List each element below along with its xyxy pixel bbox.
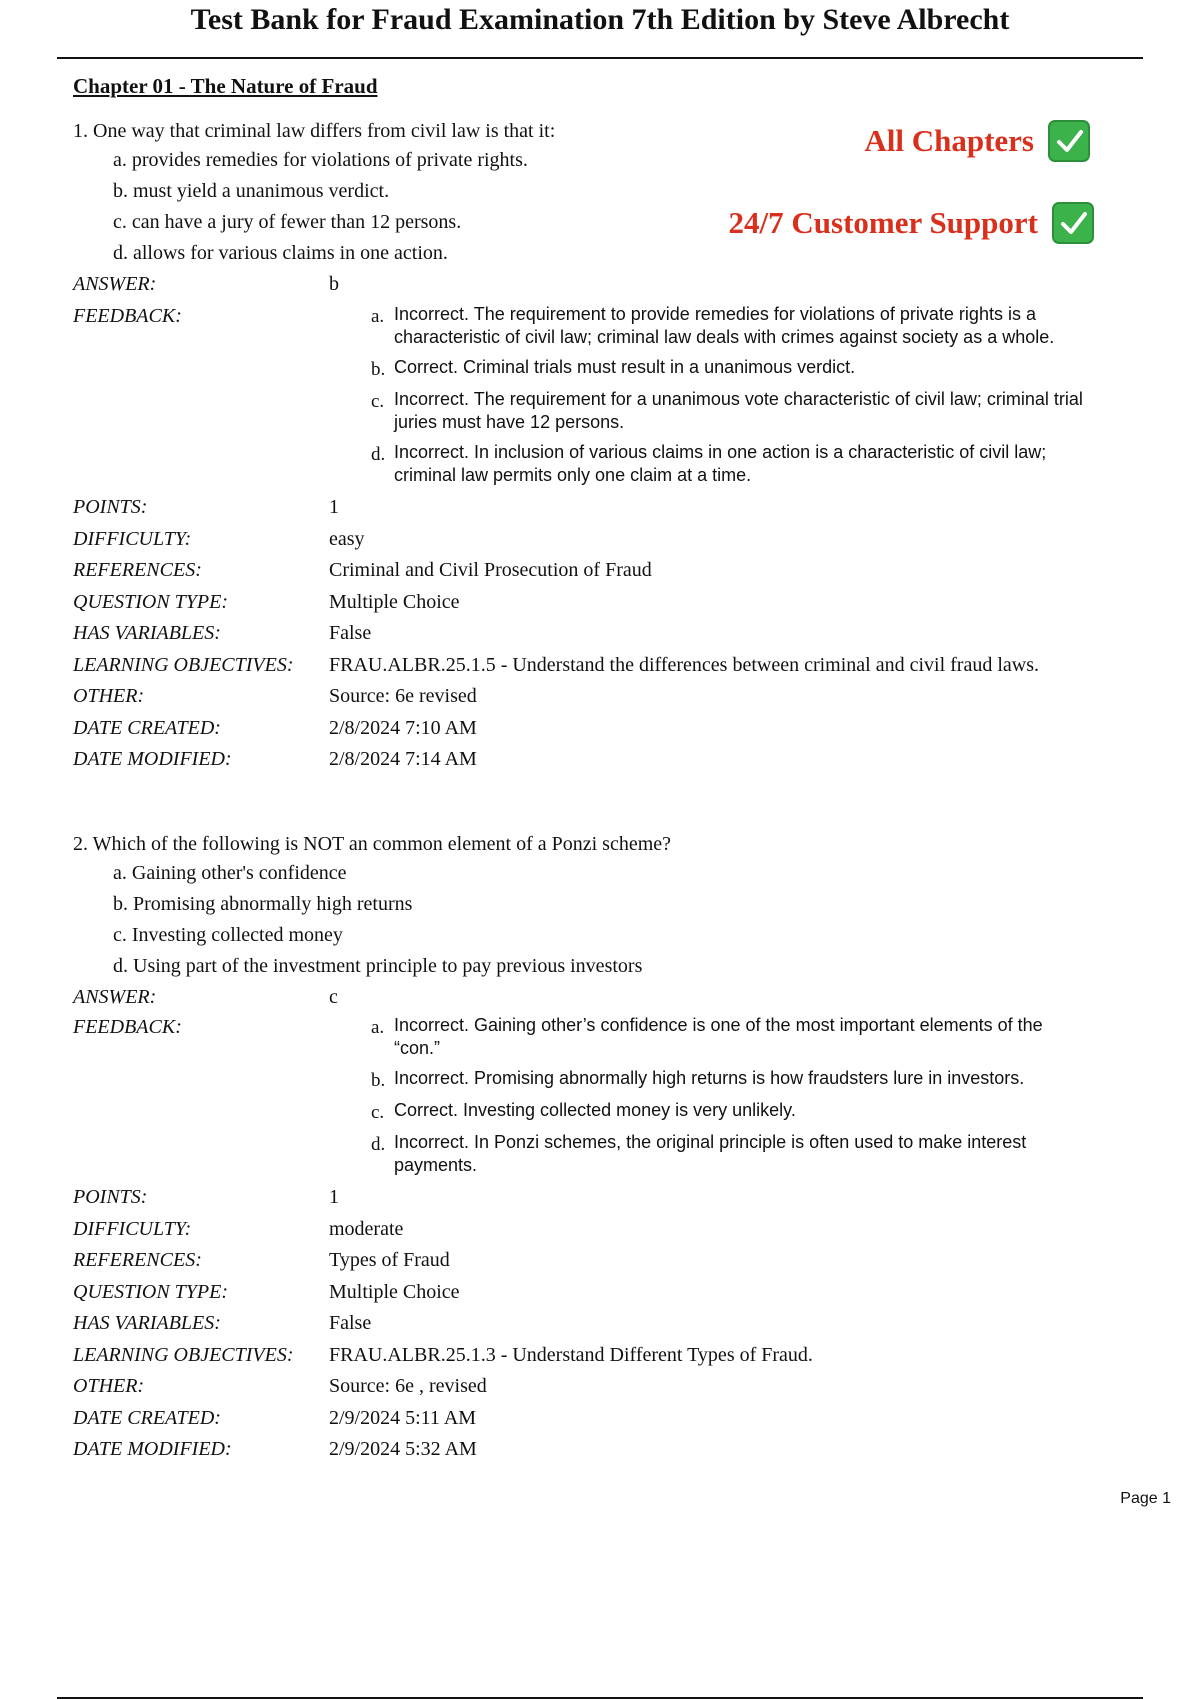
- date-created-value: 2/8/2024 7:10 AM: [329, 716, 477, 739]
- answer-value: b: [329, 273, 339, 295]
- references-value: Types of Fraud: [329, 1249, 450, 1271]
- feedback-item: [371, 303, 1089, 349]
- feedback-letter: d.: [371, 1134, 386, 1155]
- feedback-item: [371, 441, 1089, 487]
- question-type-label: QUESTION TYPE:: [73, 1280, 229, 1303]
- feedback-item: [371, 1014, 1089, 1060]
- question-type-value: Multiple Choice: [329, 1280, 460, 1303]
- answer-option-d: d. Using part of the investment principle to pay previous investors: [113, 955, 643, 977]
- question-type-row: [73, 589, 1153, 621]
- feedback-text: Incorrect. In Ponzi schemes, the original principle is often used to make interest payments.: [394, 1132, 1027, 1175]
- other-value: Source: 6e revised: [329, 685, 477, 707]
- date-modified-row: [73, 1436, 1153, 1468]
- date-created-label: DATE CREATED:: [73, 1406, 221, 1429]
- answer-option-b: b. must yield a unanimous verdict.: [113, 180, 390, 202]
- points-value: 1: [329, 496, 339, 518]
- date-modified-label: DATE MODIFIED:: [73, 748, 232, 770]
- feedback-text: Correct. Criminal trials must result in a unanimous verdict.: [394, 357, 856, 377]
- answer-label: ANSWER:: [73, 986, 157, 1008]
- has-variables-value: False: [329, 622, 372, 644]
- answer-row: [73, 984, 1153, 1014]
- feedback-letter: c.: [371, 1102, 385, 1123]
- date-created-value: 2/9/2024 5:11 AM: [329, 1406, 477, 1429]
- question-type-label: QUESTION TYPE:: [73, 590, 229, 613]
- points-row: [73, 1184, 1153, 1216]
- date-modified-row: [73, 746, 1153, 778]
- document-title: Test Bank for Fraud Examination 7th Edition by Steve Albrecht: [190, 3, 1010, 36]
- points-row: [73, 494, 1153, 526]
- date-modified-value: 2/9/2024 5:32 AM: [329, 1438, 477, 1460]
- has-variables-value: False: [329, 1312, 372, 1334]
- question-stem: 1. One way that criminal law differs from civil law is that it:: [73, 120, 556, 142]
- chapter-heading: Chapter 01 - The Nature of Fraud: [73, 74, 378, 98]
- references-label: REFERENCES:: [73, 1249, 202, 1271]
- difficulty-label: DIFFICULTY:: [73, 527, 192, 550]
- has-variables-row: [73, 1310, 1153, 1342]
- promo-text: 24/7 Customer Support: [728, 205, 1038, 240]
- learning-objectives-label: LEARNING OBJECTIVES:: [73, 1343, 294, 1366]
- answer-option-b: b. Promising abnormally high returns: [113, 893, 413, 915]
- answer-row: [73, 271, 1153, 303]
- other-label: OTHER:: [73, 1375, 145, 1397]
- promo-text: All Chapters: [864, 123, 1034, 158]
- references-row: [73, 1247, 1153, 1279]
- feedback-item: [371, 356, 1089, 381]
- learning-objectives-value: FRAU.ALBR.25.1.3 - Understand Different Types of Fraud.: [329, 1343, 813, 1366]
- date-created-row: [73, 1405, 1153, 1437]
- feedback-text: Correct. Investing collected money is very unlikely.: [394, 1100, 796, 1120]
- answer-option-c: c. can have a jury of fewer than 12 persons.: [113, 211, 462, 233]
- feedback-row: [73, 1014, 1153, 1184]
- references-row: [73, 557, 1153, 589]
- feedback-text: Incorrect. The requirement for a unanimous vote characteristic of civil law; criminal trial juries must have 12 persons.: [394, 389, 1083, 432]
- has-variables-label: HAS VARIABLES:: [73, 622, 221, 644]
- difficulty-row: [73, 1216, 1153, 1248]
- feedback-item: [371, 1067, 1089, 1092]
- question-type-row: [73, 1279, 1153, 1311]
- feedback-text: Incorrect. In inclusion of various claims in one action is a characteristic of civil law; criminal law permits only one claim at a time.: [394, 442, 1047, 485]
- feedback-item: [371, 1131, 1089, 1177]
- difficulty-label: DIFFICULTY:: [73, 1217, 192, 1240]
- other-label: OTHER:: [73, 685, 145, 707]
- has-variables-label: HAS VARIABLES:: [73, 1312, 221, 1334]
- learning-objectives-label: LEARNING OBJECTIVES:: [73, 653, 294, 676]
- date-created-row: [73, 715, 1153, 747]
- references-value: Criminal and Civil Prosecution of Fraud: [329, 559, 652, 581]
- answer-label: ANSWER:: [73, 273, 157, 295]
- feedback-letter: b.: [371, 359, 386, 380]
- question-type-value: Multiple Choice: [329, 590, 460, 613]
- answer-option-c: c. Investing collected money: [113, 924, 343, 946]
- feedback-letter: d.: [371, 444, 386, 465]
- feedback-letter: b.: [371, 1070, 386, 1091]
- date-modified-value: 2/8/2024 7:14 AM: [329, 748, 477, 770]
- answer-option-d: d. allows for various claims in one action.: [113, 242, 448, 264]
- other-row: [73, 1373, 1153, 1405]
- points-label: POINTS:: [73, 496, 148, 518]
- feedback-item: [371, 1099, 1089, 1124]
- feedback-row: [73, 303, 1153, 494]
- question-2: [73, 831, 1153, 1468]
- other-row: [73, 683, 1153, 715]
- feedback-letter: a.: [371, 306, 385, 327]
- answer-option-a: a. Gaining other's confidence: [113, 862, 347, 884]
- answer-option-a: a. provides remedies for violations of private rights.: [113, 149, 528, 171]
- feedback-item: [371, 388, 1089, 434]
- feedback-text: Incorrect. The requirement to provide remedies for violations of private rights is a characteristic of civil law; criminal law deals with crimes against society as a whole.: [394, 304, 1055, 347]
- points-label: POINTS:: [73, 1186, 148, 1208]
- difficulty-value: easy: [329, 527, 365, 550]
- feedback-list: [329, 1014, 1089, 1184]
- feedback-label: FEEDBACK:: [73, 1016, 182, 1038]
- difficulty-row: [73, 526, 1153, 558]
- learning-objectives-row: [73, 652, 1153, 684]
- references-label: REFERENCES:: [73, 559, 202, 581]
- points-value: 1: [329, 1186, 339, 1208]
- feedback-text: Incorrect. Promising abnormally high returns is how fraudsters lure in investors.: [394, 1068, 1025, 1088]
- learning-objectives-row: [73, 1342, 1153, 1374]
- title-divider: [57, 57, 1143, 59]
- answer-value: c: [329, 986, 338, 1008]
- feedback-letter: a.: [371, 1017, 385, 1038]
- feedback-letter: c.: [371, 391, 385, 412]
- has-variables-row: [73, 620, 1153, 652]
- other-value: Source: 6e , revised: [329, 1375, 487, 1397]
- feedback-text: Incorrect. Gaining other’s confidence is one of the most important elements of the “con.”: [394, 1015, 1043, 1058]
- feedback-label: FEEDBACK:: [73, 305, 182, 327]
- question-stem: 2. Which of the following is NOT an common element of a Ponzi scheme?: [73, 833, 672, 855]
- learning-objectives-value: FRAU.ALBR.25.1.5 - Understand the differences between criminal and civil fraud laws.: [329, 653, 1039, 676]
- question-1: [73, 118, 1153, 778]
- date-modified-label: DATE MODIFIED:: [73, 1438, 232, 1460]
- feedback-list: [329, 303, 1089, 494]
- footer-divider: [57, 1697, 1143, 1699]
- difficulty-value: moderate: [329, 1217, 404, 1240]
- page-number: Page 1: [1120, 1490, 1171, 1507]
- date-created-label: DATE CREATED:: [73, 716, 221, 739]
